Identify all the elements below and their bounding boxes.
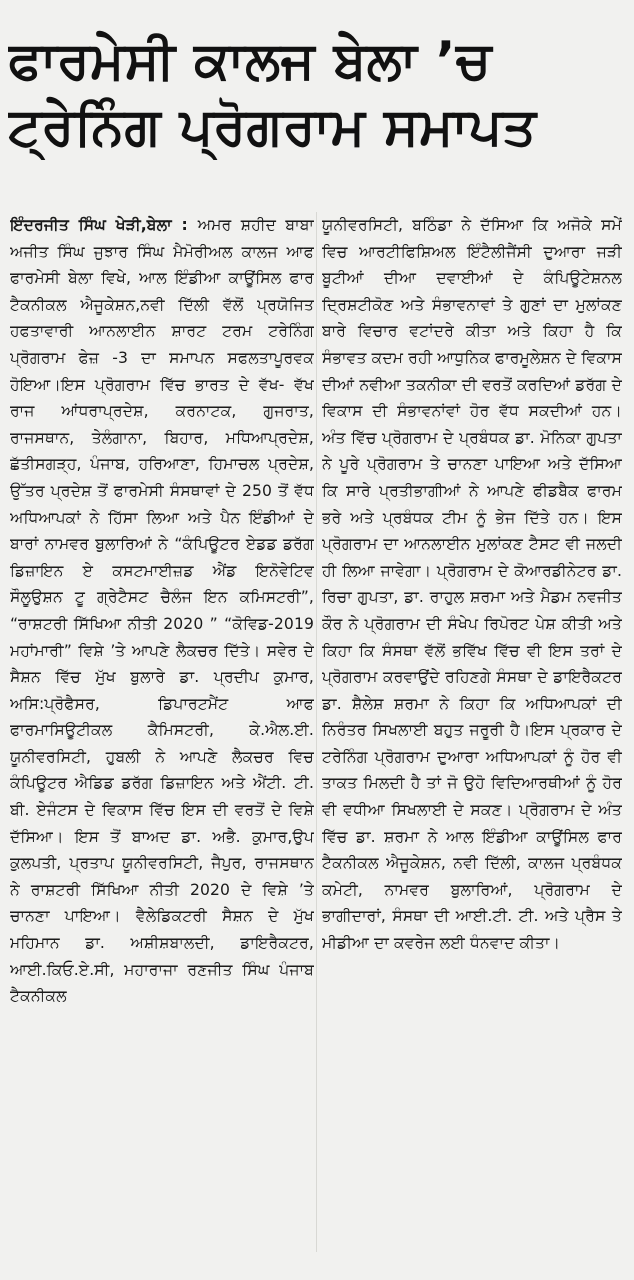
headline-line-1: ਫਾਰਮੇਸੀ ਕਾਲਜ ਬੇਲਾ ’ਚ xyxy=(8,31,492,91)
headline-line-2: ਟ੍ਰੇਨਿੰਗ ਪ੍ਰੋਗਰਾਮ ਸਮਾਪਤ xyxy=(8,97,537,157)
article-column-right xyxy=(322,212,622,1270)
article-text-left: ਅਮਰ ਸ਼ਹੀਦ ਬਾਬਾ ਅਜੀਤ ਸਿੰਘ ਜੁਝਾਰ ਸਿੰਘ ਮੈਮੋਰੀਅਲ ਕਾਲਜ ਆਫ ਫਾਰਮੇਸੀ ਬੇਲਾ ਵਿਖੇ, ਆਲ ਇੰਡੀਆ ਕਾਊਂਸਿਲ ਫਾਰ ਟੈਕਨੀਕਲ ਐਜੂਕੇਸ਼ਨ,ਨਵੀ ਦਿੱਲੀ ਵੱਲੋਂ ਪ੍ਰਯੋਜਿਤ ਹਫਤਾਵਾਰੀ ਆਨਲਾਈਨ ਸ਼ਾਰਟ ਟਰਮ ਟਰੇਨਿੰਗ ਪ੍ਰੋਗਰਾਮ ਫੇਜ਼ -3 ਦਾ ਸਮਾਪਨ ਸਫਲਤਾਪੂਰਵਕ ਹੋਇਆ।ਇਸ ਪ੍ਰੋਗਰਾਮ ਵਿੱਚ ਭਾਰਤ ਦੇ ਵੱਖ- ਵੱਖ ਰਾਜ ਆਂਧਰਾਪ੍ਰਦੇਸ਼, ਕਰਨਾਟਕ, ਗੁਜਰਾਤ, ਰਾਜਸਥਾਨ, ਤੇਲੰਗਾਨਾ, ਬਿਹਾਰ, ਮਧਿਆਪ੍ਰਦੇਸ਼, ਛੱਤੀਸਗੜ੍ਹ, ਪੰਜਾਬ, ਹਰਿਆਣਾ, ਹਿਮਾਚਲ ਪ੍ਰਦੇਸ਼, ਉੱਤਰ ਪ੍ਰਦੇਸ਼ ਤੋਂ ਫਾਰਮੇਸੀ ਸੰਸਥਾਵਾਂ ਦੇ 250 ਤੋਂ ਵੱਧ ਅਧਿਆਪਕਾਂ ਨੇ ਹਿੱਸਾ ਲਿਆ ਅਤੇ ਪੈਨ ਇੰਡੀਆਂ ਦੇ ਬਾਰਾਂ ਨਾਮਵਰ ਬੁਲਾਰਿਆਂ ਨੇ “ਕੰਪਿਊਟਰ ਏਡਡ ਡਰੱਗ ਡਿਜ਼ਾਇਨ ਏ ਕਸਟਮਾਈਜ਼ਡ ਐਂਡ ਇਨੋਵੇਟਿਵ ਸੌਲੂਉਸ਼ਨ ਟੂ ਗ੍ਰੇਟੈਸਟ ਚੈਲੰਜ ਇਨ ਕਮਿਸਟਰੀ”, “ਰਾਸ਼ਟਰੀ ਸਿੱਖਿਆ ਨੀਤੀ 2020 ” “ਕੋਵਿਡ-2019 ਮਹਾਂਮਾਰੀ” ਵਿਸ਼ੇ ’ਤੇ ਆਪਣੇ ਲੈਕਚਰ ਦਿੱਤੇ। ਸਵੇਰ ਦੇ ਸੈਸ਼ਨ ਵਿੱਚ ਮੁੱਖ ਬੁਲਾਰੇ ਡਾ. ਪ੍ਰਦੀਪ ਕੁਮਾਰ, ਅਸਿ:ਪ੍ਰੋਫੈਸਰ, ਡਿਪਾਰਟਮੈਂਟ ਆਫ ਫਾਰਮਾਸਿਊਟੀਕਲ ਕੈਮਿਸਟਰੀ, ਕੇ.ਐਲ.ਈ. ਯੂਨੀਵਰਸਿਟੀ, ਹੁਬਲੀ ਨੇ ਆਪਣੇ ਲੈਕਚਰ ਵਿਚ ਕੰਪਿਊਟਰ ਐਡਿਡ ਡਰੱਗ ਡਿਜ਼ਾਇਨ ਅਤੇ ਐਂਟੀ. ਟੀ. ਬੀ. ਏਜੰਟਸ ਦੇ ਵਿਕਾਸ ਵਿੱਚ ਇਸ ਦੀ ਵਰਤੋਂ ਦੇ ਵਿਸ਼ੇ ਦੱਸਿਆ। ਇਸ ਤੋਂ ਬਾਅਦ ਡਾ. ਅਭੈ. ਕੁਮਾਰ,ਉਪ ਕੁਲਪਤੀ, ਪ੍ਰਤਾਪ ਯੂਨੀਵਰਸਿਟੀ, ਜੈਪੁਰ, ਰਾਜਸਥਾਨ ਨੇ ਰਾਸ਼ਟਰੀ ਸਿੱਖਿਆ ਨੀਤੀ 2020 ਦੇ ਵਿਸ਼ੇ ’ਤੇ ਚਾਨਣਾ ਪਾਇਆ। ਵੈਲੇਡਿਕਟਰੀ ਸੈਸ਼ਨ ਦੇ ਮੁੱਖ ਮਹਿਮਾਨ ਡਾ. ਅਸ਼ੀਸ਼ਬਾਲਦੀ, ਡਾਇਰੈਕਟਰ, ਆਈ.ਕਿਓ.ਏ.ਸੀ, ਮਹਾਰਾਜਾ ਰਣਜੀਤ ਸਿੰਘ ਪੰਜਾਬ ਟੈਕਨੀਕਲ xyxy=(10,216,314,1006)
article-column-left xyxy=(10,212,314,1270)
article-text-right: ਯੂਨੀਵਰਸਿਟੀ, ਬਠਿੰਡਾ ਨੇ ਦੱਸਿਆ ਕਿ ਅਜੋਕੇ ਸਮੇਂ ਵਿਚ ਆਰਟੀਫਿਸ਼ਿਅਲ ਇੰਟੈਲੀਜੈਂਸੀ ਦੁਆਰਾ ਜੜੀ ਬੂਟੀਆਂ ਦੀਆ ਦਵਾਈਆਂ ਦੇ ਕੰਪਿਊਟੇਸ਼ਨਲ ਦ੍ਰਿਸ਼ਟੀਕੋਣ ਅਤੇ ਸੰਭਾਵਨਾਵਾਂ ਤੇ ਗੁਣਾਂ ਦਾ ਮੁਲਾਂਕਣ ਬਾਰੇ ਵਿਚਾਰ ਵਟਾਂਦਰੇ ਕੀਤਾ ਅਤੇ ਕਿਹਾ ਹੈ ਕਿ ਸੰਭਾਵਤ ਕਦਮ ਰਹੀ ਆਧੁਨਿਕ ਫਾਰਮੂਲੇਸ਼ਨ ਦੇ ਵਿਕਾਸ ਦੀਆਂ ਨਵੀਆ ਤਕਨੀਕਾ ਦੀ ਵਰਤੋਂ ਕਰਦਿਆਂ ਡਰੱਗ ਦੇ ਵਿਕਾਸ ਦੀ ਸੰਭਾਵਨਾਂਵਾਂ ਹੋਰ ਵੱਧ ਸਕਦੀਆਂ ਹਨ। ਅੰਤ ਵਿੱਚ ਪ੍ਰੋਗਰਾਮ ਦੇ ਪ੍ਰਬੰਧਕ ਡਾ. ਮੋਨਿਕਾ ਗੁਪਤਾ ਨੇ ਪੂਰੇ ਪ੍ਰੋਗਰਾਮ ਤੇ ਚਾਨਣਾ ਪਾਇਆ ਅਤੇ ਦੱਸਿਆ ਕਿ ਸਾਰੇ ਪ੍ਰਤੀਭਾਗੀਆਂ ਨੇ ਆਪਣੇ ਫੀਡਬੈਕ ਫਾਰਮ ਭਰੇ ਅਤੇ ਪ੍ਰਬੰਧਕ ਟੀਮ ਨੂੰ ਭੇਜ ਦਿੱਤੇ ਹਨ। ਇਸ ਪ੍ਰੋਗਰਾਮ ਦਾ ਆਨਲਾਈਨ ਮੁਲਾਂਕਣ ਟੈਸਟ ਵੀ ਜਲਦੀ ਹੀ ਲਿਆ ਜਾਵੇਗਾ। ਪ੍ਰੋਗਰਾਮ ਦੇ ਕੋਆਰਡੀਨੇਟਰ ਡਾ. ਰਿਚਾ ਗੁਪਤਾ, ਡਾ. ਰਾਹੁਲ ਸ਼ਰਮਾ ਅਤੇ ਮੈਡਮ ਨਵਜੀਤ ਕੌਰ ਨੇ ਪ੍ਰੋਗਰਾਮ ਦੀ ਸੰਖੇਪ ਰਿਪੋਰਟ ਪੇਸ਼ ਕੀਤੀ ਅਤੇ ਕਿਹਾ ਕਿ ਸੰਸਥਾ ਵੱਲੋਂ ਭਵਿੱਖ ਵਿੱਚ ਵੀ ਇਸ ਤਰਾਂ ਦੇ ਪ੍ਰੋਗਰਾਮ ਕਰਵਾਉਂਦੇ ਰਹਿਣਗੇ ਸੰਸਥਾ ਦੇ ਡਾਇਰੈਕਟਰ ਡਾ. ਸ਼ੈਲੇਸ਼ ਸ਼ਰਮਾ ਨੇ ਕਿਹਾ ਕਿ ਅਧਿਆਪਕਾਂ ਦੀ ਨਿਰੰਤਰ ਸਿਖਲਾਈ ਬਹੁਤ ਜਰੂਰੀ ਹੈ।ਇਸ ਪ੍ਰਕਾਰ ਦੇ ਟਰੇਨਿੰਗ ਪ੍ਰੋਗਰਾਮ ਦੁਆਰਾ ਅਧਿਆਪਕਾਂ ਨੂੰ ਹੋਰ ਵੀ ਤਾਕਤ ਮਿਲਦੀ ਹੈ ਤਾਂ ਜੋ ਉਹੋ ਵਿਦਿਆਰਥੀਆਂ ਨੂੰ ਹੋਰ ਵੀ ਵਧੀਆ ਸਿਖਲਾਈ ਦੇ ਸਕਣ। ਪ੍ਰੋਗਰਾਮ ਦੇ ਅੰਤ ਵਿੱਚ ਡਾ. ਸ਼ਰਮਾ ਨੇ ਆਲ ਇੰਡੀਆ ਕਾਊਂਸਿਲ ਫਾਰ ਟੈਕਨੀਕਲ ਐਜੂਕੇਸ਼ਨ, ਨਵੀ ਦਿੱਲੀ, ਕਾਲਜ ਪ੍ਰਬੰਧਕ ਕਮੇਟੀ, ਨਾਮਵਰ ਬੁਲਾਰਿਆਂ, ਪ੍ਰੋਗਰਾਮ ਦੇ ਭਾਗੀਦਾਰਾਂ, ਸੰਸਥਾ ਦੀ ਆਈ.ਟੀ. ਟੀ. ਅਤੇ ਪ੍ਰੈਸ ਤੇ ਮੀਡੀਆ ਦਾ ਕਵਰੇਜ ਲਈ ਧੰਨਵਾਦ ਕੀਤਾ। xyxy=(322,216,622,953)
headline xyxy=(8,28,626,160)
byline: ਇੰਦਰਜੀਤ ਸਿੰਘ ਖੇੜੀ,ਬੇਲਾ : xyxy=(10,216,198,234)
article-body xyxy=(10,212,622,1270)
